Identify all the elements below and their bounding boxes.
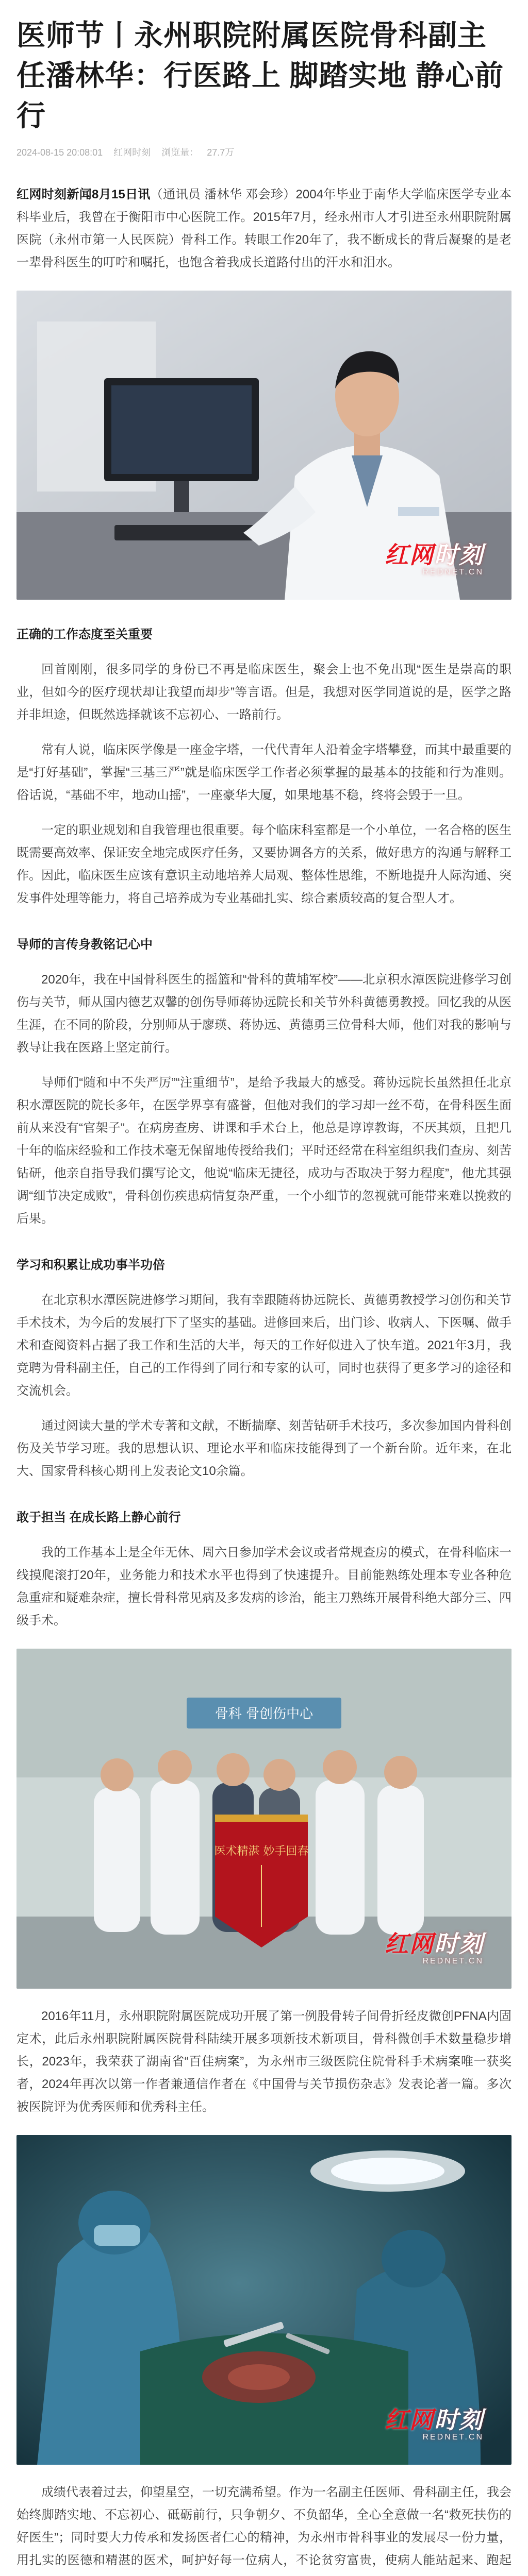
section-2-paragraph-1: 2020年，我在中国骨科医生的摇篮和“骨科的黄埔军校”——北京积水潭医院进修学习创伤与关节，师从国内德艺双馨的创伤导师蒋协远院长和关节外科黄德勇教授。回忆我的从医生涯，在不同的阶段，分别师从于廖瑛、蒋协远、黄德勇三位骨科大师，他们对我的影响与教导让我在医路上坚定前行。 [16, 973, 512, 1055]
watermark-3-lead: 红网 [385, 2406, 434, 2433]
watermark-3-tail: 时刻 [434, 2406, 484, 2433]
publish-time: 2024-08-15 20:08:01 [16, 147, 103, 158]
section-4-paragraph-2: 2016年11月，永州职院附属医院成功开展了第一例股骨转子间骨折经皮微创PFNA内固定术，此后永州职院附属医院骨科陆续开展多项新技术新项目，骨科微创手术数量稳步增长，2023年，我荣获了湖南省“百佳病案”，为永州市三级医院住院骨科手术病案唯一获奖者，2024年再次以第一作者兼通信作者在《中国骨与关节损伤杂志》发表论著一篇。多次被医院评为优秀医师和优秀科主任。 [16, 2009, 512, 2114]
dateline: 红网时刻新闻8月15日讯 [16, 188, 151, 201]
pennant-text: 医术精湛 妙手回春 [214, 1845, 309, 1858]
view-count [161, 147, 242, 158]
section-4-paragraph-1: 我的工作基本上是全年无休、周六日参加学术会议或者常规查房的模式，在骨科临床一线摸爬滚打20年，业务能力和技术水平也得到了快速提升。目前能熟练处理本专业各种危急重症和疑难杂症，擅长骨科常见病及多发病的诊治，能主刀熟练开展骨科绝大部分三、四级手术。 [16, 1546, 512, 1628]
watermark-2-lead: 红网 [385, 1930, 434, 1957]
banner-text: 骨科 骨创伤中心 [214, 1706, 314, 1722]
watermark-2-sub: REDNET.CN [422, 1957, 484, 1965]
section-1-paragraph-3: 一定的职业规划和自我管理也很重要。每个临床科室都是一个小单位，一名合格的医生既需要高效率、保证安全地完成医疗任务，又要协调各方的关系，做好患方的沟通与解释工作。因此，临床医生应该有意识主动地培养大局观、整体性思维，不断地提升人际沟通、突发事件处理等能力，将自己培养成为专业基础扎实、综合素质较高的复合型人才。 [16, 823, 512, 905]
watermark-3-sub: REDNET.CN [422, 2433, 484, 2442]
watermark-2 [385, 1931, 484, 1966]
photo-operating-room[interactable] [16, 2135, 512, 2465]
section-heading-1: 正确的工作态度至关重要 [16, 628, 153, 641]
watermark-2-tail: 时刻 [434, 1930, 484, 1957]
section-4-paragraph-3: 成绩代表着过去，仰望星空，一切充满希望。作为一名副主任医师、骨科副主任，我会始终脚踏实地、不忘初心、砥砺前行，只争朝夕、不负韶华，全心全意做一名“救死扶伤的好医生”；同时要大力传承和发扬医者仁心的精神，为永州市骨科事业的发展尽一份力量，用扎实的医德和精湛的医术，呵护好每一位病人，不论贫穷富贵，使病人能站起来、跑起 [16, 2485, 512, 2567]
photo-doctor-portrait[interactable] [16, 291, 512, 600]
lead-text: （通讯员 潘林华 邓会珍）2004年毕业于南华大学临床医学专业本科毕业后，我曾在于衡阳市中心医院工作。2015年7月，经永州市人才引进至永州职院附属医院（永州市第一人民医院）骨科工作。转眼工作20年了，我不断成长的背后凝聚的是老一辈骨科医生的叮咛和嘱托，也饱含着我成长道路付出的汗水和泪水。 [16, 188, 512, 269]
lead-paragraph [16, 183, 512, 274]
section-2-paragraph-2: 导师们“随和中不失严厉”“注重细节”，是给予我最大的感受。蒋协远院长虽然担任北京积水潭医院的院长多年，在医学界享有盛誉，但他对我们的学习却一丝不苟，在骨科医生面前从来没有“官架子”。在病房查房、讲课和手术台上，他总是谆谆教诲，不厌其烦，且把几十年的临床经验和工作技术毫无保留地传授给我们；平时还经常在科室组织我们查房、刻苦钻研，他亲自指导我们撰写论文，他说“临床无捷径，成功与否取决于努力程度”，他尤其强调“细节决定成败”，骨科创伤疾患病情复杂严重，一个小细节的忽视就可能带来难以挽救的后果。 [16, 1076, 512, 1226]
section-heading-4: 敢于担当 在成长路上静心前行 [16, 1511, 181, 1524]
publish-source[interactable]: 红网时刻 [113, 147, 151, 158]
section-1-paragraph-2: 常有人说，临床医学像是一座金字塔，一代代青年人沿着金字塔攀登，而其中最重要的是“打好基础”，掌握“三基三严”就是临床医学工作者必须掌握的最基本的技能和行为准则。俗话说，“基础不牢，地动山摇”，一座豪华大厦，如果地基不稳，终将会毁于一旦。 [16, 743, 512, 802]
section-3-paragraph-1: 在北京积水潭医院进修学习期间，我有幸跟随蒋协远院长、黄德勇教授学习创伤和关节手术技术，为今后的发展打下了坚实的基础。进修回来后，出门诊、收病人、下医嘱、做手术和查阅资料占据了我工作和生活的大半，每天的工作好似进入了快车道。2021年3月，我竞聘为骨科副主任，自己的工作得到了同行和专家的认可，同时也获得了更多学习的途径和交流机会。 [16, 1293, 512, 1398]
watermark-1 [385, 542, 484, 577]
section-1-paragraph-1: 回首刚刚，很多同学的身份已不再是临床医生，聚会上也不免出现“医生是崇高的职业，但如今的医疗现状却让我望而却步”等言语。但是，我想对医学同道说的是，医学之路并非坦途，但既然选择就该不忘初心、一路前行。 [16, 663, 512, 722]
photo-group-pennant[interactable] [16, 1649, 512, 1989]
section-3-paragraph-2: 通过阅读大量的学术专著和文献，不断揣摩、刻苦钻研手术技巧，多次参加国内骨科创伤及关节学习班。我的思想认识、理论水平和临床技能得到了一个新台阶。近年来，在北大、国家骨科核心期刊上发表论文10余篇。 [16, 1419, 512, 1478]
views-value: 27.7万 [207, 147, 235, 158]
article-meta [16, 145, 512, 159]
watermark-3 [385, 2407, 484, 2442]
watermark-1-lead: 红网 [385, 541, 434, 568]
article-title: 医师节丨永州职院附属医院骨科副主任潘林华：行医路上 脚踏实地 静心前行 [16, 19, 504, 132]
section-heading-2: 导师的言传身教铭记心中 [16, 938, 153, 952]
views-label: 浏览量： [161, 147, 199, 158]
section-heading-3: 学习和积累让成功事半功倍 [16, 1258, 165, 1272]
watermark-1-sub: REDNET.CN [422, 568, 484, 577]
watermark-1-tail: 时刻 [434, 541, 484, 568]
